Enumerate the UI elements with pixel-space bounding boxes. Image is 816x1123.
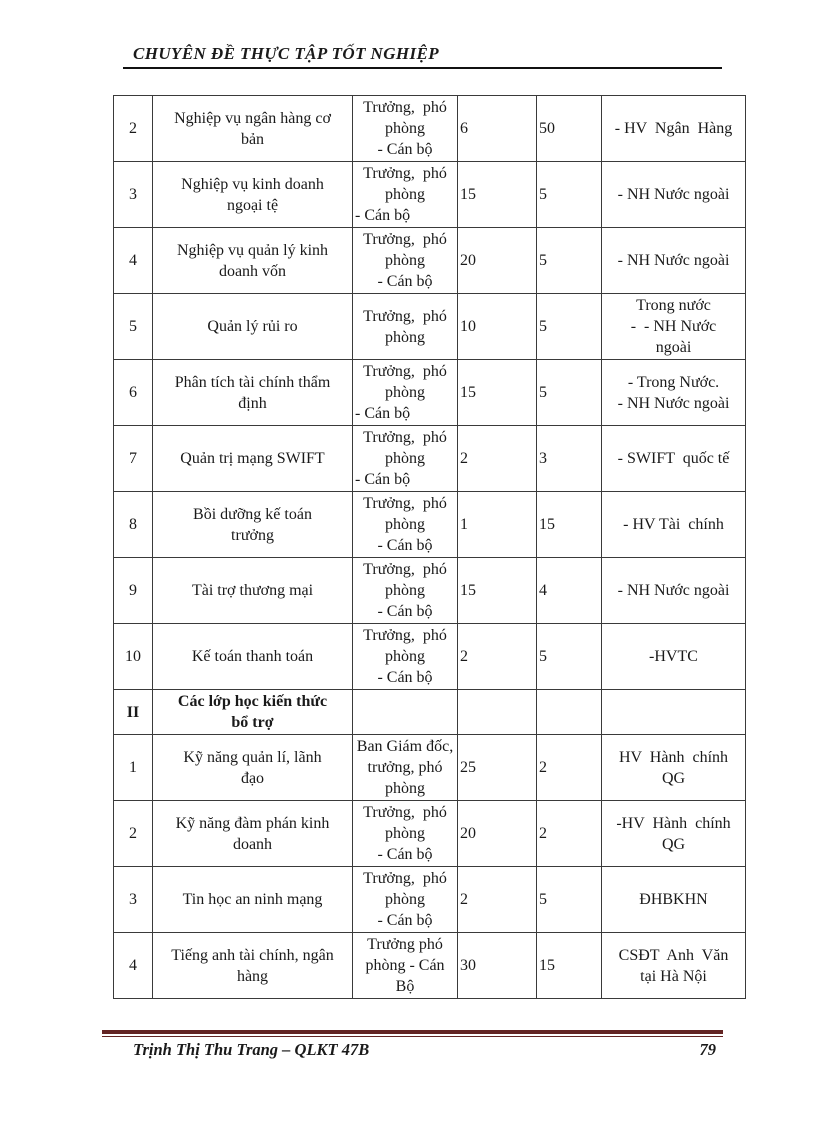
- course-name-cell-line: Quản lý rủi ro: [207, 318, 298, 335]
- participants-cell-line: trưởng, phó: [367, 759, 443, 776]
- row-number-cell-line: 8: [129, 516, 137, 533]
- participants-cell-line: - Cán bộ: [355, 405, 411, 422]
- value1-cell-line: 20: [460, 825, 476, 842]
- participants-cell-line: Trưởng, phó: [363, 363, 447, 380]
- course-name-cell: [153, 558, 353, 624]
- course-name-cell-line: hàng: [236, 967, 269, 985]
- participants-cell-line: - Cán bộ: [377, 669, 433, 686]
- course-name-cell-line: Bồi dưỡng kế toán: [193, 505, 312, 523]
- value2-cell: [537, 801, 602, 867]
- participants-cell-line: Trưởng, phó: [363, 804, 447, 821]
- participants-cell-line: - Cán bộ: [377, 603, 433, 620]
- participants-cell-line: - Cán bộ: [377, 912, 433, 929]
- row-number-cell-line: 7: [129, 450, 137, 467]
- location-cell-line: CSĐT Anh Văn: [618, 946, 729, 964]
- participants-cell-line: phòng: [385, 891, 425, 908]
- row-number-cell-line: 1: [129, 759, 137, 776]
- page-header-title: CHUYÊN ĐỀ THỰC TẬP TỐT NGHIỆP: [133, 44, 440, 63]
- location-cell: [602, 801, 746, 867]
- row-number-cell-line: II: [126, 703, 140, 721]
- value2-cell: [537, 492, 602, 558]
- location-cell-line: -HV Hành chính: [616, 814, 731, 832]
- table-row: [114, 735, 746, 801]
- value1-cell-line: 30: [460, 957, 476, 974]
- row-number-cell: [114, 801, 153, 867]
- participants-cell-line: Trưởng, phó: [363, 495, 447, 512]
- participants-cell-line: Trưởng, phó: [363, 561, 447, 578]
- value2-cell: [537, 933, 602, 999]
- value1-cell: [458, 294, 537, 360]
- participants-cell-line: Bộ: [395, 978, 415, 995]
- row-number-cell-line: 3: [129, 891, 137, 908]
- course-name-cell-line: đạo: [240, 769, 265, 787]
- value2-cell-line: 2: [539, 825, 547, 842]
- value1-cell-line: 15: [460, 384, 476, 401]
- table-row: [114, 492, 746, 558]
- value2-cell-line: 5: [539, 384, 547, 401]
- course-name-cell-line: Phân tích tài chính thẩm: [174, 373, 331, 391]
- course-name-cell: [153, 801, 353, 867]
- course-name-cell: [153, 96, 353, 162]
- footer-author: Trịnh Thị Thu Trang – QLKT 47B: [133, 1040, 370, 1059]
- course-name-cell-line: bản: [240, 130, 265, 148]
- value2-cell: [537, 294, 602, 360]
- location-cell-line: QG: [661, 769, 686, 787]
- value1-cell: [458, 801, 537, 867]
- participants-cell-line: - Cán bộ: [377, 846, 433, 863]
- course-name-cell: [153, 624, 353, 690]
- course-name-cell: [153, 228, 353, 294]
- course-name-cell: [153, 933, 353, 999]
- table-body: [114, 96, 746, 999]
- location-cell-line: Trong nước: [636, 297, 711, 314]
- course-name-cell-line: Nghiệp vụ quản lý kinh: [176, 241, 329, 259]
- location-cell: [602, 228, 746, 294]
- value2-cell: [537, 867, 602, 933]
- row-number-cell: [114, 735, 153, 801]
- participants-cell-line: Trưởng, phó: [363, 231, 447, 248]
- value2-cell: [537, 96, 602, 162]
- course-name-cell: [153, 735, 353, 801]
- footer-divider: [102, 1030, 723, 1037]
- location-cell-line: - NH Nước ngoài: [617, 394, 730, 412]
- value1-cell: [458, 735, 537, 801]
- value2-cell-line: 5: [539, 186, 547, 203]
- location-cell-line: - NH Nước ngoài: [617, 186, 730, 203]
- participants-cell-line: phòng: [385, 450, 425, 467]
- row-number-cell-line: 9: [129, 582, 137, 599]
- location-cell-line: QG: [661, 835, 686, 853]
- table-row: [114, 867, 746, 933]
- location-cell-line: tại Hà Nội: [640, 967, 707, 985]
- course-name-cell-line: Các lớp học kiến thức: [177, 693, 328, 710]
- participants-cell-line: - Cán bộ: [377, 273, 433, 290]
- row-number-cell: [114, 867, 153, 933]
- participants-cell-line: phòng: [385, 252, 425, 269]
- location-cell-line: - HV Tài chính: [623, 516, 724, 533]
- table-row: [114, 228, 746, 294]
- value1-cell-line: 1: [460, 516, 468, 533]
- value1-cell: [458, 558, 537, 624]
- location-cell: [602, 624, 746, 690]
- participants-cell-line: Trưởng, phó: [363, 99, 447, 116]
- value2-cell-line: 15: [539, 516, 555, 533]
- value2-cell: [537, 558, 602, 624]
- participants-cell: [353, 162, 458, 228]
- participants-cell: [353, 228, 458, 294]
- row-number-cell-line: 3: [129, 186, 137, 203]
- value2-cell: [537, 228, 602, 294]
- row-number-cell-line: 2: [129, 120, 137, 137]
- value2-cell-line: 15: [539, 957, 555, 974]
- value2-cell-line: 2: [539, 759, 547, 776]
- participants-cell-line: phòng: [385, 186, 425, 203]
- course-name-cell-line: Kỹ năng đàm phán kinh: [175, 814, 330, 832]
- participants-cell-line: Trưởng, phó: [363, 165, 447, 182]
- course-name-cell-line: ngoại tệ: [226, 196, 279, 214]
- participants-cell-line: phòng - Cán: [365, 957, 445, 974]
- row-number-cell-line: 6: [129, 384, 137, 401]
- value1-cell-line: 15: [460, 582, 476, 599]
- location-cell: [602, 558, 746, 624]
- row-number-cell-line: 2: [129, 825, 137, 842]
- location-cell-line: HV Hành chính: [618, 748, 729, 766]
- participants-cell-line: phòng: [385, 582, 425, 599]
- value1-cell: [458, 624, 537, 690]
- participants-cell-line: phòng: [385, 648, 425, 665]
- participants-cell-line: Ban Giám đốc,: [356, 738, 454, 755]
- page-number: 79: [699, 1040, 716, 1059]
- row-number-cell: [114, 360, 153, 426]
- row-number-cell: [114, 933, 153, 999]
- table-row: [114, 933, 746, 999]
- value2-cell: [537, 624, 602, 690]
- value2-cell: [537, 690, 602, 735]
- participants-cell-line: - Cán bộ: [377, 141, 433, 158]
- course-name-cell-line: định: [238, 394, 267, 412]
- value1-cell-line: 10: [460, 318, 476, 335]
- row-number-cell: [114, 162, 153, 228]
- participants-cell: [353, 867, 458, 933]
- participants-cell: [353, 426, 458, 492]
- table-row: [114, 162, 746, 228]
- participants-cell: [353, 96, 458, 162]
- course-name-cell: [153, 492, 353, 558]
- value2-cell: [537, 360, 602, 426]
- participants-cell-line: Trưởng, phó: [363, 627, 447, 644]
- location-cell-line: -HVTC: [649, 648, 698, 665]
- course-name-cell-line: bổ trợ: [231, 714, 274, 731]
- header-divider: [123, 67, 722, 69]
- location-cell-line: ngoài: [655, 339, 692, 356]
- course-name-cell-line: trưởng: [231, 526, 274, 544]
- value2-cell-line: 5: [539, 891, 547, 908]
- location-cell: [602, 933, 746, 999]
- participants-cell-line: - Cán bộ: [355, 207, 411, 224]
- course-name-cell-line: doanh: [232, 835, 273, 853]
- value1-cell: [458, 426, 537, 492]
- participants-cell: [353, 492, 458, 558]
- row-number-cell-line: 4: [129, 957, 137, 974]
- value2-cell-line: 5: [539, 252, 547, 269]
- course-name-cell-line: doanh vốn: [218, 262, 287, 280]
- value1-cell: [458, 228, 537, 294]
- location-cell-line: - Trong Nước.: [627, 373, 720, 391]
- row-number-cell: [114, 558, 153, 624]
- location-cell-line: - NH Nước ngoài: [617, 582, 730, 599]
- location-cell-line: - HV Ngân Hàng: [614, 120, 733, 137]
- location-cell-line: ĐHBKHN: [639, 891, 708, 908]
- table-row: [114, 294, 746, 360]
- participants-cell: [353, 690, 458, 735]
- course-name-cell-line: Nghiệp vụ kinh doanh: [181, 175, 324, 193]
- location-cell: [602, 96, 746, 162]
- value2-cell-line: 5: [539, 648, 547, 665]
- location-cell: [602, 360, 746, 426]
- participants-cell-line: Trưởng phó: [367, 936, 443, 953]
- row-number-cell: [114, 426, 153, 492]
- row-number-cell: [114, 96, 153, 162]
- participants-cell-line: - Cán bộ: [355, 471, 411, 488]
- participants-cell-line: phòng: [385, 328, 425, 346]
- participants-cell: [353, 558, 458, 624]
- participants-cell: [353, 801, 458, 867]
- location-cell: [602, 294, 746, 360]
- value1-cell: [458, 867, 537, 933]
- participants-cell-line: phòng: [385, 780, 425, 797]
- participants-cell: [353, 933, 458, 999]
- table-row: [114, 624, 746, 690]
- location-cell: [602, 162, 746, 228]
- table-row: [114, 360, 746, 426]
- value1-cell-line: 6: [460, 120, 468, 137]
- participants-cell: [353, 735, 458, 801]
- row-number-cell: [114, 294, 153, 360]
- course-name-cell-line: Quản trị mạng SWIFT: [180, 450, 325, 467]
- location-cell: [602, 867, 746, 933]
- participants-cell: [353, 624, 458, 690]
- row-number-cell: [114, 624, 153, 690]
- course-name-cell: [153, 426, 353, 492]
- participants-cell-line: phòng: [385, 516, 425, 533]
- value1-cell-line: 2: [460, 450, 468, 467]
- course-name-cell-line: Kế toán thanh toán: [191, 648, 314, 665]
- value1-cell: [458, 690, 537, 735]
- value1-cell: [458, 162, 537, 228]
- value2-cell: [537, 426, 602, 492]
- table-row: [114, 558, 746, 624]
- row-number-cell: [114, 228, 153, 294]
- course-name-cell: [153, 690, 353, 735]
- participants-cell-line: phòng: [385, 825, 425, 842]
- course-name-cell-line: Tiếng anh tài chính, ngân: [171, 946, 334, 964]
- location-cell: [602, 426, 746, 492]
- value2-cell-line: 5: [539, 318, 547, 335]
- training-courses-table: [113, 95, 746, 999]
- value1-cell-line: 15: [460, 186, 476, 203]
- participants-cell-line: - Cán bộ: [377, 537, 433, 554]
- value1-cell: [458, 360, 537, 426]
- value1-cell-line: 2: [460, 891, 468, 908]
- participants-cell: [353, 360, 458, 426]
- course-name-cell: [153, 294, 353, 360]
- course-name-cell-line: Tài trợ thương mại: [191, 582, 314, 599]
- participants-cell-line: Trưởng, phó: [363, 429, 447, 446]
- value1-cell: [458, 96, 537, 162]
- value2-cell: [537, 735, 602, 801]
- table-row: [114, 96, 746, 162]
- value1-cell-line: 25: [460, 759, 476, 776]
- participants-cell-line: phòng: [385, 384, 425, 401]
- value2-cell-line: 3: [539, 450, 547, 467]
- table-row: [114, 801, 746, 867]
- value1-cell: [458, 492, 537, 558]
- row-number-cell-line: 5: [129, 318, 137, 335]
- section-header-row: [114, 690, 746, 735]
- participants-cell-line: Trưởng, phó: [363, 307, 447, 325]
- value1-cell-line: 2: [460, 648, 468, 665]
- value2-cell: [537, 162, 602, 228]
- value2-cell-line: 50: [539, 120, 555, 137]
- row-number-cell: [114, 492, 153, 558]
- row-number-cell: [114, 690, 153, 735]
- participants-cell: [353, 294, 458, 360]
- course-name-cell: [153, 867, 353, 933]
- course-name-cell-line: Kỹ năng quản lí, lãnh: [183, 748, 322, 766]
- location-cell-line: - SWIFT quốc tế: [617, 450, 730, 467]
- value2-cell-line: 4: [539, 582, 547, 599]
- value1-cell-line: 20: [460, 252, 476, 269]
- participants-cell-line: phòng: [385, 120, 425, 137]
- location-cell-line: - NH Nước ngoài: [617, 252, 730, 269]
- table-row: [114, 426, 746, 492]
- course-name-cell-line: Nghiệp vụ ngân hàng cơ: [174, 109, 331, 127]
- row-number-cell-line: 4: [129, 252, 137, 269]
- location-cell: [602, 735, 746, 801]
- course-name-cell-line: Tin học an ninh mạng: [182, 891, 323, 908]
- course-name-cell: [153, 162, 353, 228]
- location-cell-line: - - NH Nước: [630, 318, 717, 335]
- value1-cell: [458, 933, 537, 999]
- course-name-cell: [153, 360, 353, 426]
- participants-cell-line: Trưởng, phó: [363, 870, 447, 887]
- row-number-cell-line: 10: [125, 648, 141, 665]
- location-cell: [602, 690, 746, 735]
- location-cell: [602, 492, 746, 558]
